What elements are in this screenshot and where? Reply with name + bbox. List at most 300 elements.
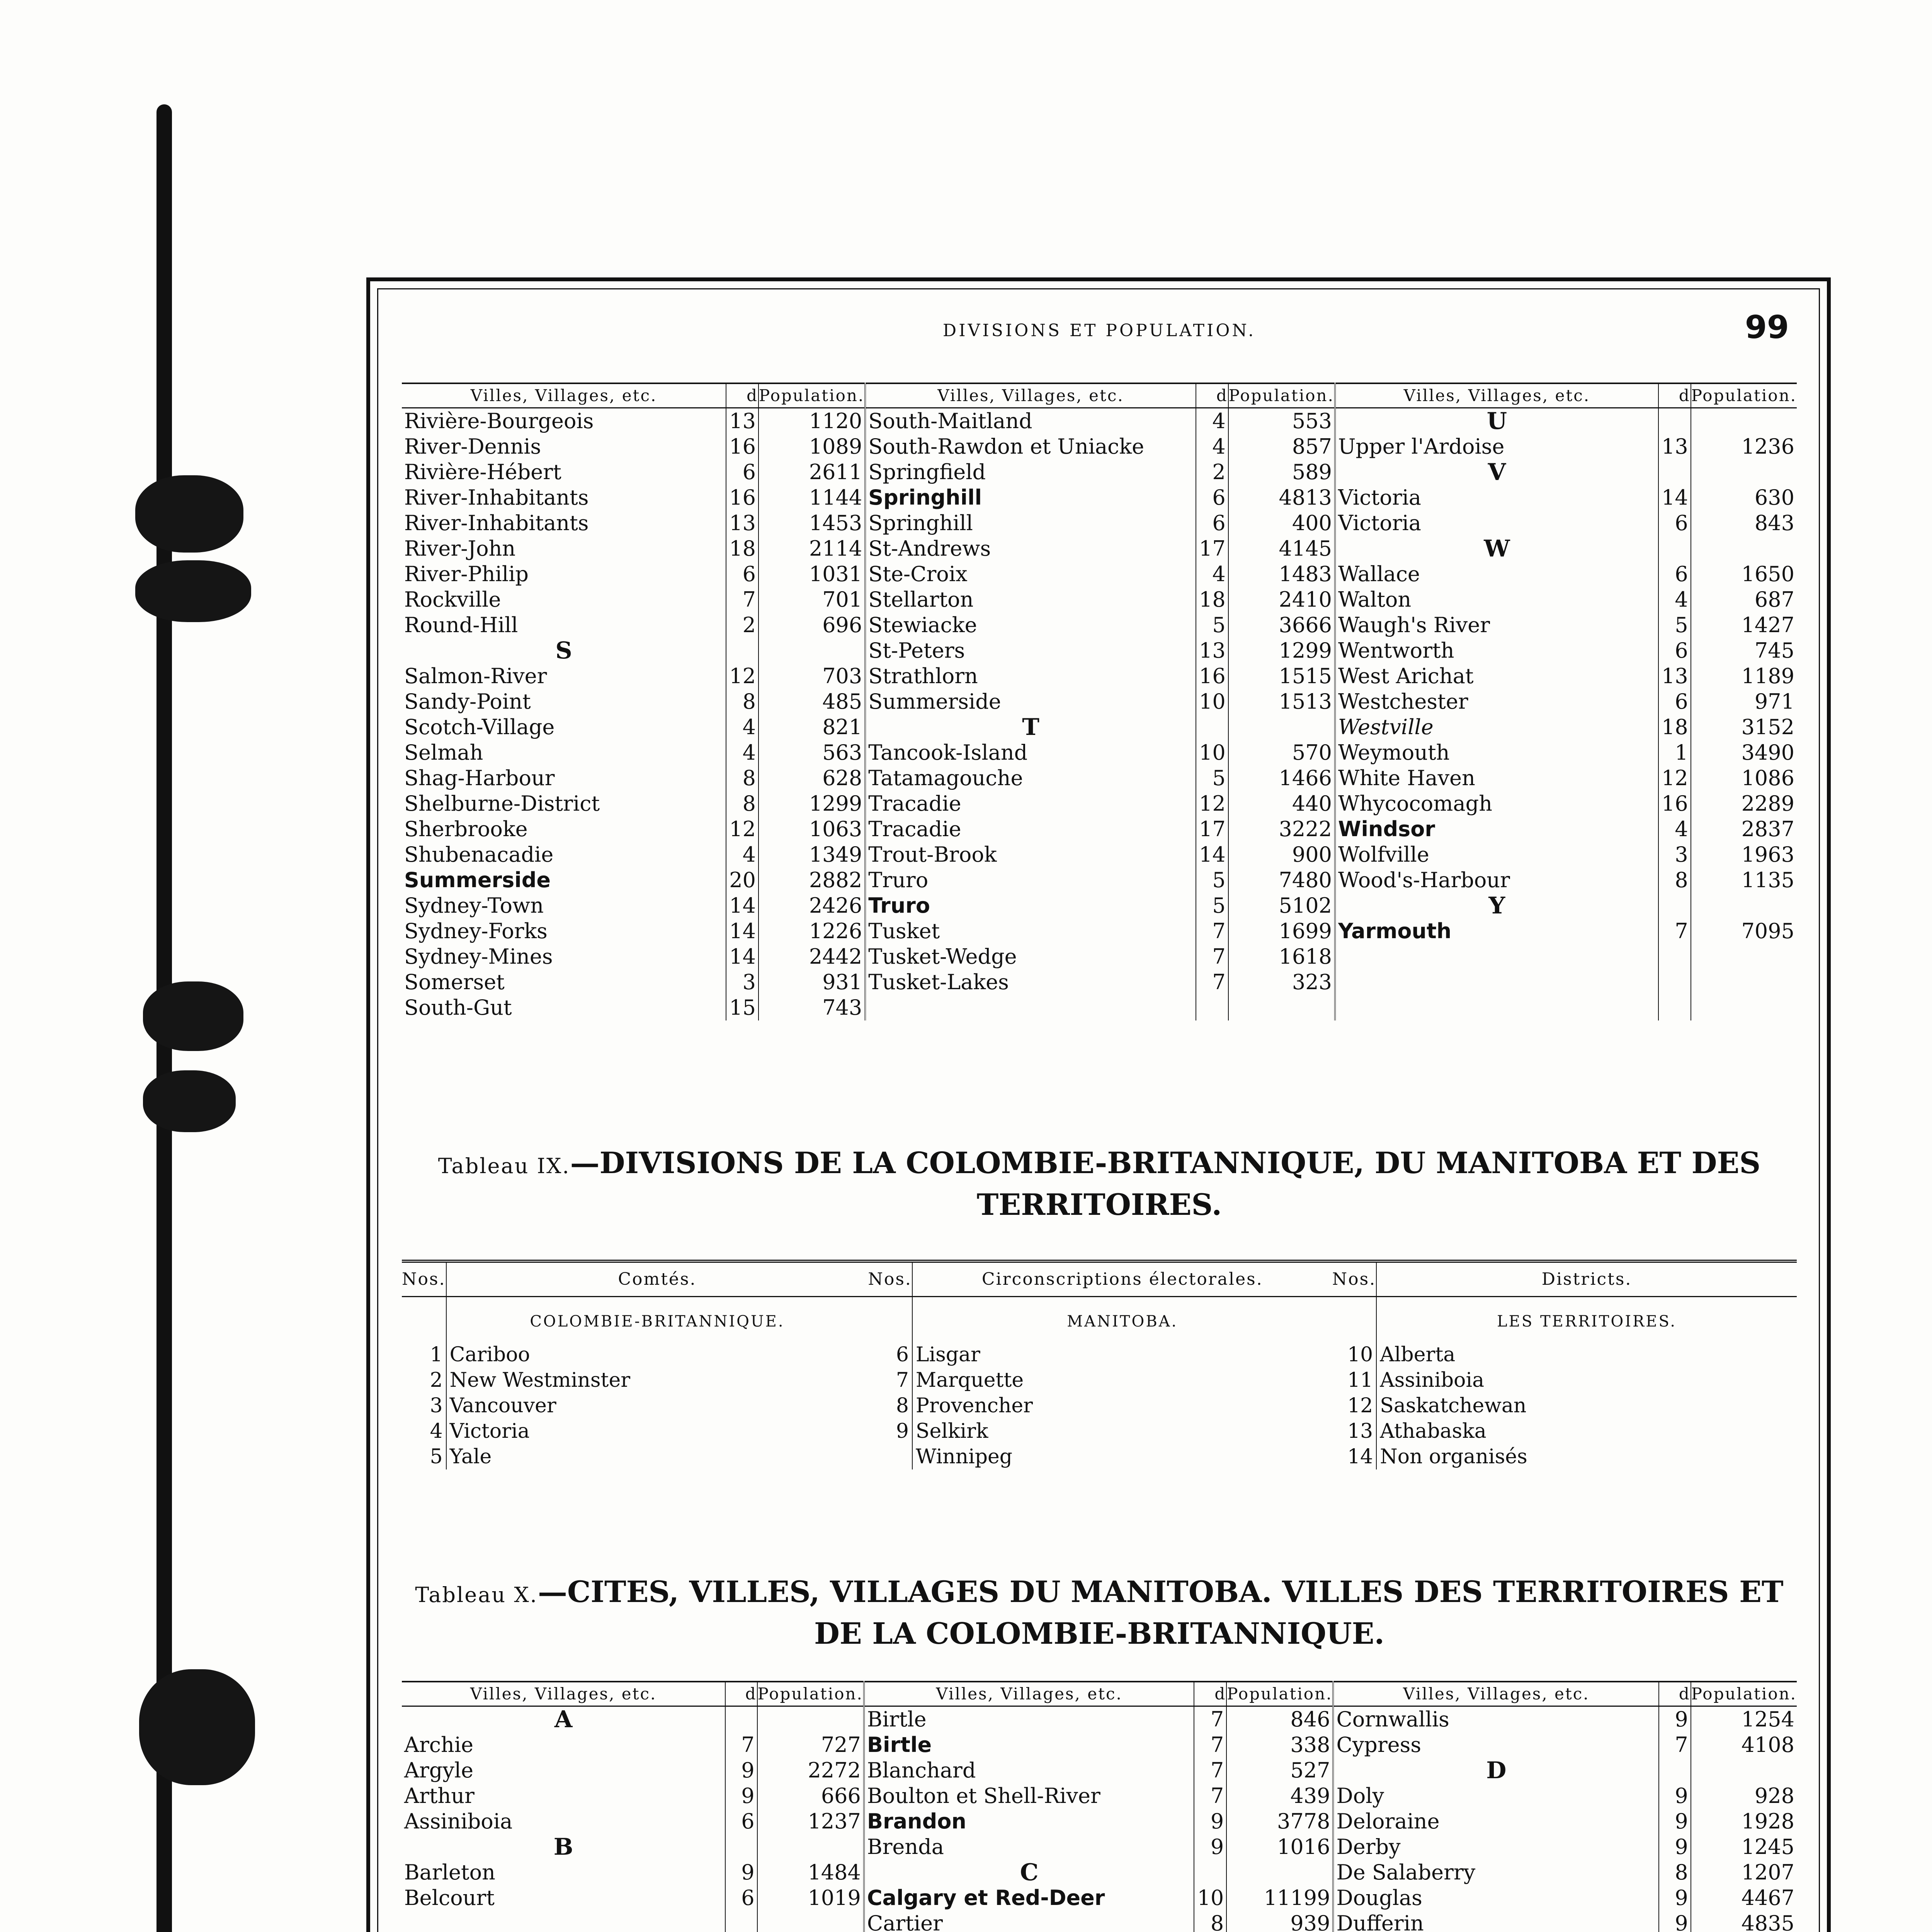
population-value: 1031 (759, 561, 865, 587)
population-value: 1618 (1228, 944, 1335, 969)
population-value: 440 (1228, 791, 1335, 816)
place-name: Windsor (1338, 817, 1435, 841)
place-name: Wolfville (1338, 842, 1429, 867)
population-value: 1237 (757, 1809, 864, 1834)
district-number: 4 (726, 740, 759, 765)
col-header-name: Villes, Villages, etc. (402, 1682, 725, 1706)
table-row (402, 587, 1797, 612)
population-value: 630 (1691, 485, 1797, 510)
table-row (402, 1732, 1797, 1758)
place-name: Westchester (1338, 689, 1468, 714)
district-name: Alberta (1380, 1343, 1456, 1366)
place-name: Victoria (1338, 511, 1422, 535)
place-name: Tusket (868, 919, 940, 943)
district-name: Saskatchewan (1380, 1394, 1527, 1417)
col-header-pop: Population. (1691, 1682, 1797, 1706)
population-value: 701 (759, 587, 865, 612)
district-number: 8 (1194, 1911, 1226, 1932)
divisions-table (402, 1260, 1797, 1469)
district-number: 6 (725, 1809, 757, 1834)
district-number: 7 (1658, 918, 1691, 944)
population-value: 589 (1228, 459, 1335, 485)
population-value: 1699 (1228, 918, 1335, 944)
table-row (402, 485, 1797, 510)
population-value: 843 (1691, 510, 1797, 536)
population-value: 1135 (1691, 867, 1797, 893)
table-row (402, 740, 1797, 765)
place-name: Belcourt (404, 1886, 495, 1910)
place-name: Waugh's River (1338, 613, 1490, 637)
district-number: 5 (1196, 867, 1228, 893)
ink-blot (143, 1070, 236, 1132)
population-value: 563 (759, 740, 865, 765)
place-name: White Haven (1338, 766, 1475, 790)
empty-cell (1226, 1860, 1333, 1885)
district-number: 16 (1658, 791, 1691, 816)
empty-cell (1228, 714, 1335, 740)
population-value: 439 (1226, 1783, 1333, 1809)
place-name: Stellarton (868, 587, 974, 612)
empty-cell (1658, 536, 1691, 561)
empty-cell (1691, 995, 1797, 1020)
place-name: Dufferin (1336, 1911, 1424, 1932)
empty-cell (1658, 969, 1691, 995)
division-row (402, 1342, 1797, 1367)
comte-name: Yale (449, 1445, 492, 1468)
division-number: 2 (402, 1367, 446, 1393)
circonscription-name: Selkirk (915, 1420, 988, 1443)
section-letter: V (1488, 459, 1506, 485)
district-number: 12 (726, 663, 759, 689)
district-number: 4 (1658, 816, 1691, 842)
comte-name: Vancouver (449, 1394, 556, 1417)
division-number: 1 (402, 1342, 446, 1367)
place-name: De Salaberry (1336, 1860, 1476, 1884)
district-number: 4 (726, 842, 759, 867)
population-value: 857 (1228, 434, 1335, 459)
place-name: Strathlorn (868, 664, 978, 688)
circonscription-name: Provencher (915, 1394, 1033, 1417)
col-header-d: d (726, 383, 759, 408)
division-row (402, 1418, 1797, 1444)
division-row (402, 1367, 1797, 1393)
comte-name: New Westminster (449, 1369, 631, 1392)
tableau-x-caption (402, 1573, 1797, 1653)
population-value: 2114 (759, 536, 865, 561)
population-value: 1299 (1228, 638, 1335, 663)
col-header-pop: Population. (757, 1682, 864, 1706)
empty-cell (757, 1834, 864, 1860)
place-name: Sydney-Town (404, 893, 544, 918)
district-number: 5 (1658, 612, 1691, 638)
place-name: Springfield (868, 460, 986, 484)
place-name: River-John (404, 536, 516, 561)
district-number: 7 (1194, 1706, 1226, 1733)
place-name: Truro (868, 893, 930, 918)
section-letter: W (1484, 536, 1510, 561)
place-name: Birtle (867, 1733, 932, 1757)
ink-blot (135, 475, 243, 553)
table-row (402, 1834, 1797, 1860)
district-number: 9 (1659, 1706, 1690, 1733)
empty-cell (1228, 995, 1335, 1020)
tableau-ix-title: —DIVISIONS DE LA COLOMBIE-BRITANNIQUE, DU MANITOBA ET DES TERRITOIRES. (570, 1146, 1761, 1222)
district-number: 7 (1659, 1732, 1690, 1758)
place-name: Cartier (867, 1911, 943, 1932)
division-row (402, 1393, 1797, 1418)
district-name: Athabaska (1380, 1420, 1486, 1443)
district-number: 14 (726, 944, 759, 969)
division-number: 3 (402, 1393, 446, 1418)
place-name: St-Andrews (868, 536, 991, 561)
place-name: South-Gut (404, 995, 512, 1020)
empty-cell (1335, 944, 1658, 969)
population-value: 727 (757, 1732, 864, 1758)
district-number: 6 (725, 1885, 757, 1911)
district-number: 6 (726, 561, 759, 587)
empty-cell (1691, 944, 1797, 969)
district-number: 4 (1196, 408, 1228, 434)
district-number: 16 (726, 434, 759, 459)
population-value: 553 (1228, 408, 1335, 434)
table-row (402, 1885, 1797, 1911)
place-name: Blanchard (867, 1758, 976, 1782)
col-header-pop: Population. (1691, 383, 1797, 408)
place-name: Selmah (404, 740, 483, 765)
place-name: Walton (1338, 587, 1412, 612)
empty-cell (1658, 944, 1691, 969)
place-name: Shubenacadie (404, 842, 554, 867)
empty-cell (1658, 459, 1691, 485)
population-value: 4108 (1691, 1732, 1797, 1758)
table-row (402, 995, 1797, 1020)
population-value: 745 (1691, 638, 1797, 663)
population-value: 4145 (1228, 536, 1335, 561)
division-number: 11 (1332, 1367, 1377, 1393)
empty-cell (1691, 408, 1797, 434)
col-header-name: Villes, Villages, etc. (864, 1682, 1194, 1706)
population-value: 1515 (1228, 663, 1335, 689)
table-row (402, 816, 1797, 842)
place-name: River-Philip (404, 562, 529, 586)
place-name: Springhill (868, 511, 973, 535)
section-letter: D (1486, 1758, 1507, 1783)
place-name: West Arichat (1338, 664, 1474, 688)
empty-cell (1659, 1758, 1690, 1783)
district-name: Non organisés (1380, 1445, 1527, 1468)
population-value: 1236 (1691, 434, 1797, 459)
place-name: Brandon (867, 1809, 966, 1833)
place-name: Cornwallis (1336, 1707, 1449, 1731)
tableau-ix-caption (402, 1144, 1797, 1224)
district-number: 7 (1194, 1732, 1226, 1758)
ink-blot (143, 981, 243, 1051)
population-value: 1016 (1226, 1834, 1333, 1860)
population-value: 2426 (759, 893, 865, 918)
place-name: River-Inhabitants (404, 485, 589, 510)
place-name: Westville (1338, 715, 1434, 739)
empty-cell (725, 1911, 757, 1932)
district-number: 9 (1659, 1809, 1690, 1834)
table-row (402, 969, 1797, 995)
empty-cell (725, 1706, 757, 1733)
place-name: South-Rawdon et Uniacke (868, 434, 1145, 459)
top-population-table (402, 383, 1797, 1020)
population-value: 2442 (759, 944, 865, 969)
population-value: 485 (759, 689, 865, 714)
table-row (402, 459, 1797, 485)
section-letter: Y (1488, 893, 1505, 918)
place-name: Arthur (404, 1784, 474, 1808)
col-header-pop: Population. (759, 383, 865, 408)
population-value: 931 (759, 969, 865, 995)
population-value: 7480 (1228, 867, 1335, 893)
population-value: 628 (759, 765, 865, 791)
circonscription-name: Winnipeg (915, 1445, 1013, 1468)
place-name: Summerside (868, 689, 1001, 714)
population-value: 2410 (1228, 587, 1335, 612)
district-number: 9 (1194, 1834, 1226, 1860)
place-name: Stewiacke (868, 613, 977, 637)
district-number: 9 (1659, 1911, 1690, 1932)
place-name: Springhill (868, 485, 982, 510)
place-name: Assiniboia (404, 1809, 513, 1833)
circonscription-name: Lisgar (915, 1343, 980, 1366)
district-number: 14 (726, 918, 759, 944)
population-value: 939 (1226, 1911, 1333, 1932)
district-number: 7 (725, 1732, 757, 1758)
population-value: 1019 (757, 1885, 864, 1911)
district-number: 7 (1194, 1783, 1226, 1809)
district-number: 16 (726, 485, 759, 510)
district-number: 18 (726, 536, 759, 561)
empty-cell (1658, 995, 1691, 1020)
population-value: 2882 (759, 867, 865, 893)
district-number: 8 (1659, 1860, 1690, 1885)
division-number: 10 (1332, 1342, 1377, 1367)
place-name: Salmon-River (404, 664, 547, 688)
col-header-districts: Districts. (1376, 1261, 1797, 1297)
place-name: Wood's-Harbour (1338, 868, 1510, 892)
population-value: 687 (1691, 587, 1797, 612)
population-value: 400 (1228, 510, 1335, 536)
population-value: 3490 (1691, 740, 1797, 765)
district-number: 8 (726, 791, 759, 816)
district-number: 9 (1659, 1885, 1690, 1911)
table-row (402, 1809, 1797, 1834)
place-name: Brenda (867, 1835, 944, 1859)
district-number: 5 (1196, 612, 1228, 638)
place-name: South-Maitland (868, 409, 1032, 433)
empty-cell (1691, 893, 1797, 918)
district-number: 10 (1196, 740, 1228, 765)
table-row (402, 1758, 1797, 1783)
place-name: Tancook-Island (868, 740, 1028, 765)
division-number: 13 (1332, 1418, 1377, 1444)
district-number: 17 (1196, 816, 1228, 842)
table-row (402, 434, 1797, 459)
place-name: St-Peters (868, 638, 965, 663)
place-name: Upper l'Ardoise (1338, 434, 1505, 459)
district-number: 7 (1196, 944, 1228, 969)
table-row (402, 612, 1797, 638)
subheading-colombie: COLOMBIE-BRITANNIQUE. (530, 1313, 785, 1330)
col-header-name: Villes, Villages, etc. (402, 383, 726, 408)
division-number: 8 (868, 1393, 912, 1418)
district-number: 8 (726, 689, 759, 714)
division-number: 14 (1332, 1444, 1377, 1469)
empty-cell (1658, 893, 1691, 918)
population-value: 527 (1226, 1758, 1333, 1783)
section-letter: C (1020, 1860, 1039, 1885)
place-name: Victoria (1338, 485, 1422, 510)
population-value: 7095 (1691, 918, 1797, 944)
col-header-pop: Population. (1228, 383, 1335, 408)
place-name: River-Dennis (404, 434, 541, 459)
population-value: 2837 (1691, 816, 1797, 842)
population-value: 666 (757, 1783, 864, 1809)
place-name: Scotch-Village (404, 715, 555, 739)
population-value: 3152 (1691, 714, 1797, 740)
table-row (402, 1783, 1797, 1809)
district-number: 9 (1659, 1834, 1690, 1860)
district-name: Assiniboia (1380, 1369, 1485, 1392)
place-name: Ste-Croix (868, 562, 968, 586)
population-value: 2289 (1691, 791, 1797, 816)
place-name: Round-Hill (404, 613, 518, 637)
population-value: 1963 (1691, 842, 1797, 867)
place-name: Trout-Brook (868, 842, 997, 867)
population-value: 900 (1228, 842, 1335, 867)
district-number: 14 (1658, 485, 1691, 510)
district-number: 20 (726, 867, 759, 893)
col-header-nos: Nos. (868, 1261, 912, 1297)
tableau-x-title: —CITES, VILLES, VILLAGES DU MANITOBA. VILLES DES TERRITOIRES ET DE LA COLOMBIE-BRITANNIQUE. (537, 1575, 1784, 1651)
district-number: 4 (1196, 561, 1228, 587)
col-header-name: Villes, Villages, etc. (865, 383, 1196, 408)
empty-cell (1691, 1758, 1797, 1783)
population-value: 971 (1691, 689, 1797, 714)
col-header-d: d (1194, 1682, 1226, 1706)
ink-blot (135, 560, 251, 622)
place-name: Shelburne-District (404, 791, 600, 816)
district-number: 3 (726, 969, 759, 995)
place-name: Douglas (1336, 1886, 1422, 1910)
empty-cell (1691, 459, 1797, 485)
place-name: Cypress (1336, 1733, 1422, 1757)
district-number: 13 (726, 408, 759, 434)
division-number: 7 (868, 1367, 912, 1393)
empty-cell (1335, 995, 1658, 1020)
population-value: 743 (759, 995, 865, 1020)
district-number: 14 (726, 893, 759, 918)
population-value: 1207 (1691, 1860, 1797, 1885)
district-number: 6 (1196, 485, 1228, 510)
district-number: 10 (1196, 689, 1228, 714)
population-value: 846 (1226, 1706, 1333, 1733)
place-name: Birtle (867, 1707, 927, 1731)
empty-cell (757, 1706, 864, 1733)
col-header-nos: Nos. (402, 1261, 446, 1297)
place-name: Weymouth (1338, 740, 1450, 765)
population-value: 323 (1228, 969, 1335, 995)
district-number: 2 (726, 612, 759, 638)
district-number: 10 (1194, 1885, 1226, 1911)
place-name: Shag-Harbour (404, 766, 555, 790)
col-header-d: d (725, 1682, 757, 1706)
place-name: Argyle (404, 1758, 474, 1782)
district-number: 4 (726, 714, 759, 740)
empty-cell (865, 995, 1196, 1020)
table-row (402, 1860, 1797, 1885)
place-name: Sherbrooke (404, 817, 528, 841)
district-number: 9 (725, 1860, 757, 1885)
tableau-ix-label: Tableau IX. (438, 1154, 570, 1178)
population-value: 5102 (1228, 893, 1335, 918)
population-value: 1120 (759, 408, 865, 434)
comte-name: Cariboo (449, 1343, 530, 1366)
place-name: Doly (1336, 1784, 1384, 1808)
place-name: Derby (1336, 1835, 1401, 1859)
col-header-pop: Population. (1226, 1682, 1333, 1706)
empty-cell (1194, 1860, 1226, 1885)
district-number: 8 (726, 765, 759, 791)
place-name: Tracadie (868, 817, 961, 841)
table-row (402, 1706, 1797, 1733)
population-value: 1928 (1691, 1809, 1797, 1834)
place-name: Tusket-Wedge (868, 944, 1017, 969)
district-number: 4 (1658, 587, 1691, 612)
table-row (402, 867, 1797, 893)
section-letter: U (1486, 408, 1507, 434)
district-number: 12 (1196, 791, 1228, 816)
district-number: 6 (1658, 561, 1691, 587)
subheading-manitoba: MANITOBA. (1067, 1313, 1178, 1330)
population-value: 1226 (759, 918, 865, 944)
division-number: 6 (868, 1342, 912, 1367)
col-header-d: d (1658, 383, 1691, 408)
manitoba-villes-table (402, 1681, 1797, 1932)
table-row (402, 714, 1797, 740)
district-number: 7 (1196, 969, 1228, 995)
district-number: 18 (1658, 714, 1691, 740)
table-row (402, 689, 1797, 714)
place-name: Deloraine (1336, 1809, 1440, 1833)
place-name: Rockville (404, 587, 501, 612)
population-value: 1650 (1691, 561, 1797, 587)
district-number: 13 (726, 510, 759, 536)
population-value: 338 (1226, 1732, 1333, 1758)
place-name: Tracadie (868, 791, 961, 816)
ink-blot (139, 1669, 255, 1785)
division-number (868, 1444, 912, 1469)
district-number: 6 (1658, 689, 1691, 714)
population-value: 1484 (757, 1860, 864, 1885)
place-name: Tatamagouche (868, 766, 1023, 790)
district-number: 6 (1196, 510, 1228, 536)
tableau-x-label: Tableau X. (415, 1583, 538, 1607)
place-name: Summerside (404, 868, 551, 892)
population-value: 3222 (1228, 816, 1335, 842)
section-letter: A (554, 1706, 573, 1732)
section-letter: B (553, 1834, 573, 1860)
col-header-nos: Nos. (1332, 1261, 1377, 1297)
population-value: 4467 (1691, 1885, 1797, 1911)
comte-name: Victoria (449, 1420, 530, 1443)
population-value: 1349 (759, 842, 865, 867)
col-header-comtes: Comtés. (446, 1261, 868, 1297)
population-value: 3778 (1226, 1809, 1333, 1834)
